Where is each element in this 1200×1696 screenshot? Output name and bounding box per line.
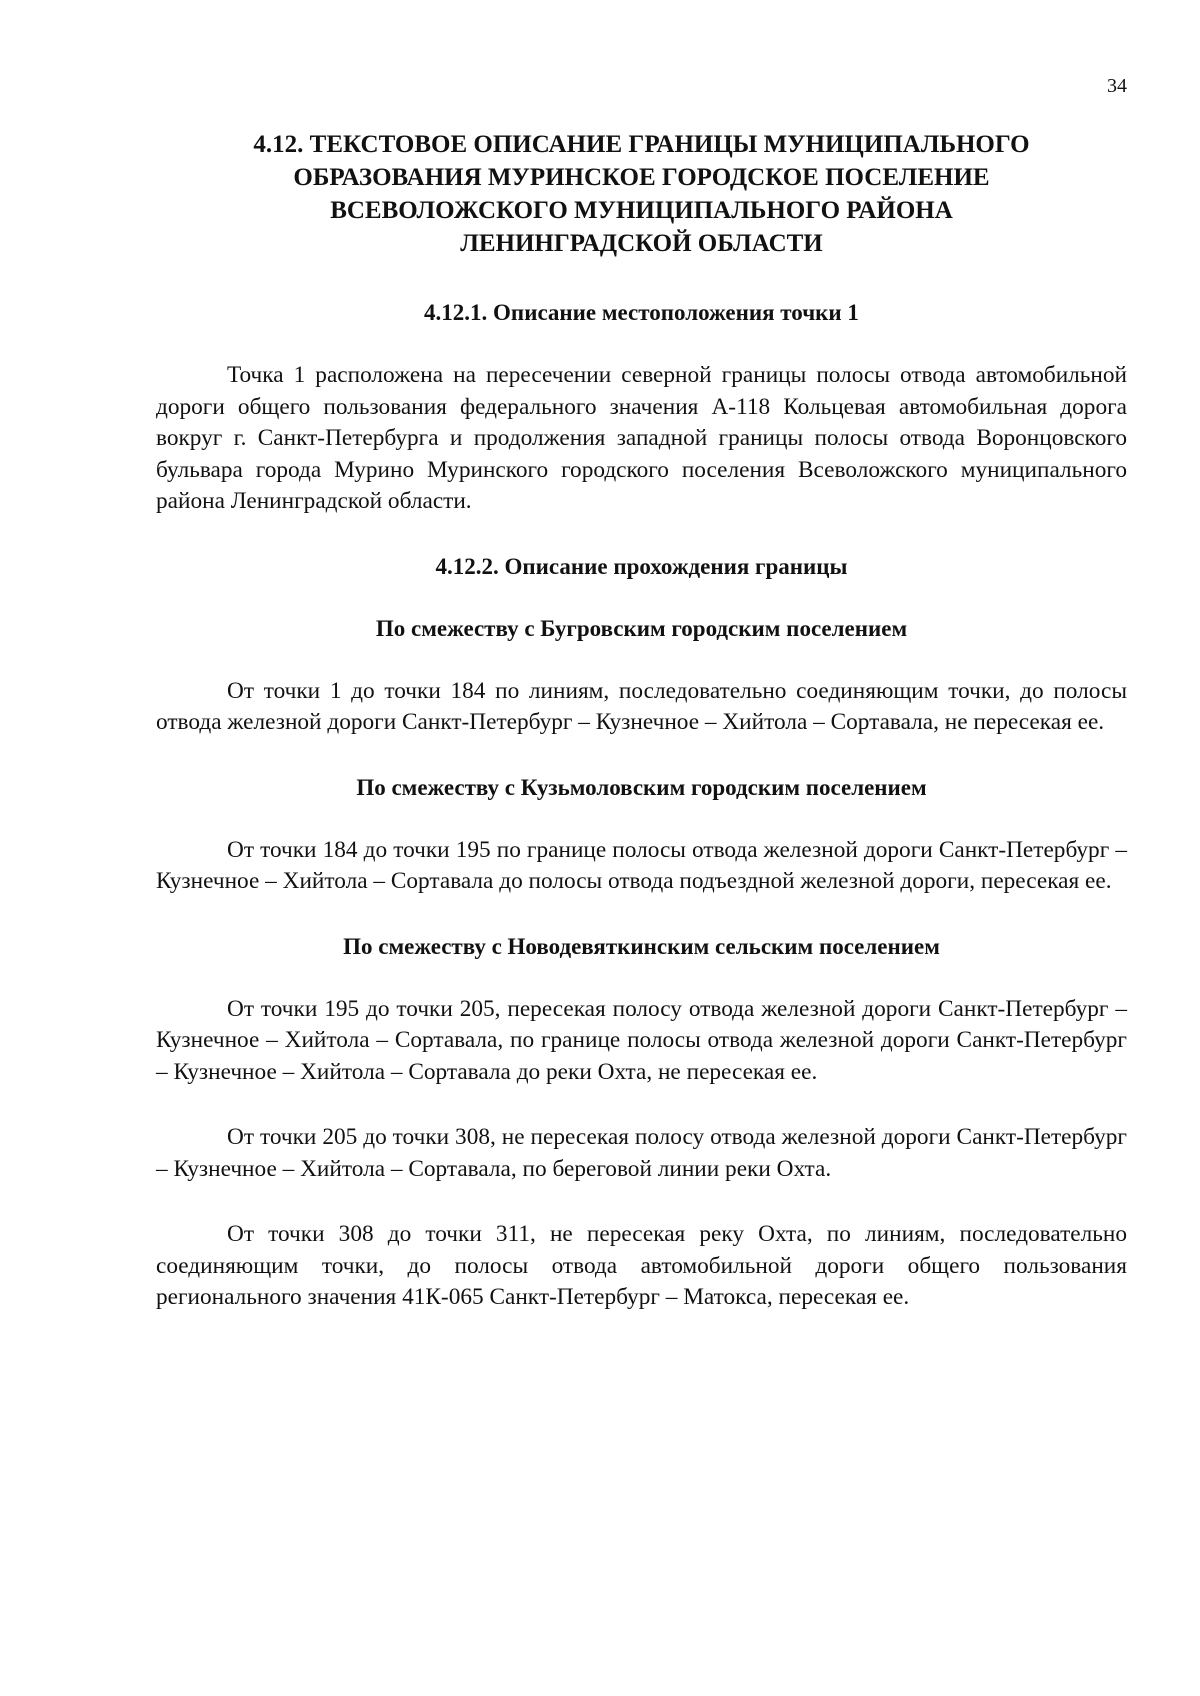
heading-novodevyatkinskoe: По смежеству с Новодевяткинским сельским поселением xyxy=(343,933,940,959)
section-title-line: ВСЕВОЛОЖСКОГО МУНИЦИПАЛЬНОГО РАЙОНА xyxy=(330,197,953,224)
paragraph-kuzmolovskoe: От точки 184 до точки 195 по границе полосы отвода железной дороги Санкт-Петербург – Кузнечное – Хийтола – Сортавала до полосы отвода подъездной железной дороги, пересекая ее. xyxy=(156,836,1127,894)
paragraph-novodevyatkinskoe-1: От точки 195 до точки 205, пересекая полосу отвода железной дороги Санкт-Петербург – Кузнечное – Хийтола – Сортавала, по границе полосы отвода железной дороги Санкт-Петербург – Кузнечное – Хийтола – Сортавала до реки Охта, не пересекая ее. xyxy=(156,995,1127,1085)
section-title-line: ЛЕНИНГРАДСКОЙ ОБЛАСТИ xyxy=(460,230,823,257)
document-body xyxy=(156,128,1127,1314)
subsection-heading-boundary-description: 4.12.2. Описание прохождения границы xyxy=(435,553,848,579)
paragraph-bugrovskoe: От точки 1 до точки 184 по линиям, последовательно соединяющим точки, до полосы отвода железной дороги Санкт-Петербург – Кузнечное – Хийтола – Сортавала, не пересекая ее. xyxy=(156,677,1127,735)
heading-kuzmolovskoe: По смежеству с Кузьмоловским городским поселением xyxy=(356,774,927,800)
section-title-line: 4.12. ТЕКСТОВОЕ ОПИСАНИЕ ГРАНИЦЫ МУНИЦИПАЛЬНОГО xyxy=(253,131,1030,158)
paragraph-point-location: Точка 1 расположена на пересечении северной границы полосы отвода автомобильной дороги общего пользования федерального значения А-118 Кольцевая автомобильная дорога вокруг г. Санкт-Петербурга и продолжения западной границы полосы отвода Воронцовского бульвара города Мурино Муринского городского поселения Всеволожского муниципального района Ленинградской области. xyxy=(156,362,1127,514)
heading-bugrovskoe: По смежеству с Бугровским городским поселением xyxy=(375,615,908,641)
section-title-line: ОБРАЗОВАНИЯ МУРИНСКОЕ ГОРОДСКОЕ ПОСЕЛЕНИЕ xyxy=(293,164,990,191)
paragraph-novodevyatkinskoe-3: От точки 308 до точки 311, не пересекая реку Охта, по линиям, последовательно соединяющим точки, до полосы отвода автомобильной дороги общего пользования регионального значения 41К-065 Санкт-Петербург – Матокса, пересекая ее. xyxy=(156,1221,1127,1310)
page-number: 34 xyxy=(1107,75,1127,97)
section-title xyxy=(156,128,1127,260)
paragraph-novodevyatkinskoe-2: От точки 205 до точки 308, не пересекая полосу отвода железной дороги Санкт-Петербург – Кузнечное – Хийтола – Сортавала, по береговой линии реки Охта. xyxy=(156,1124,1127,1182)
subsection-heading-point-location: 4.12.1. Описание местоположения точки 1 xyxy=(424,300,859,325)
